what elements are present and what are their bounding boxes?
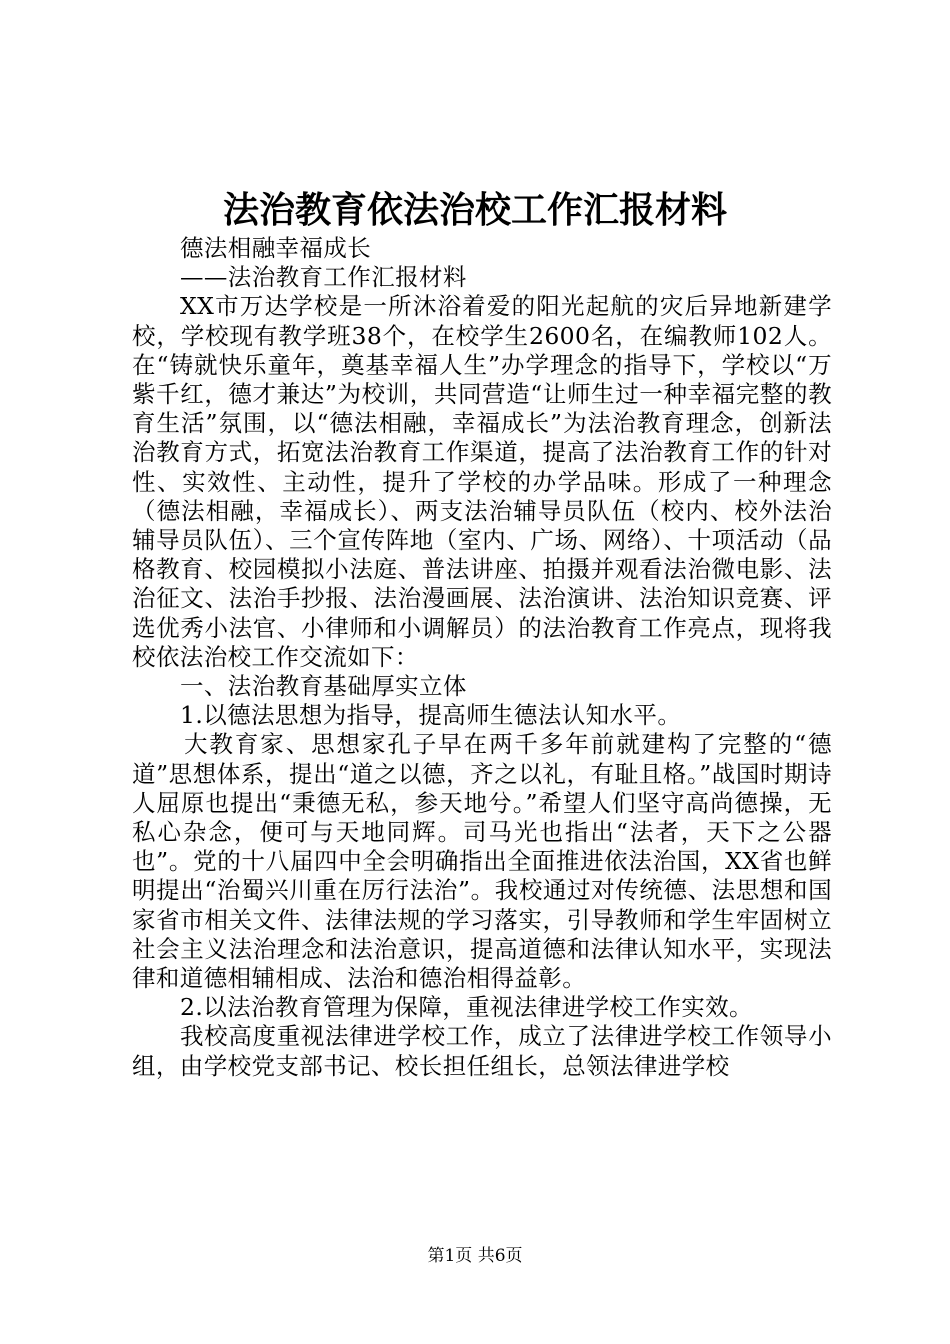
page-footer: 第1页 共6页: [427, 1246, 523, 1266]
section-heading-1: 一、法治教育基础厚实立体: [180, 672, 467, 701]
body-paragraph-1-2: 我校高度重视法律进学校工作，成立了法律进学校工作领导小组，由学校党支部书记、校长担任组长，总领法律进学校: [132, 1022, 832, 1080]
subsection-heading-1-1: 1.以德法思想为指导，提高师生德法认知水平。: [180, 701, 682, 730]
subheading-line: ——法治教育工作汇报材料: [180, 263, 467, 292]
document-title: 法治教育依法治校工作汇报材料: [222, 189, 727, 231]
subtitle-line: 德法相融幸福成长: [180, 234, 372, 262]
body-paragraph-intro: XX市万达学校是一所沐浴着爱的阳光起航的灾后异地新建学校，学校现有教学班38个，在校学生2600名，在编教师102人。在“铸就快乐童年，奠基幸福人生”办学理念的指导下，学校以“万紫千红，德才兼达”为校训，共同营造“让师生过一种幸福完整的教育生活”氛围，以“德法相融，幸福成长”为法治教育理念，创新法治教育方式，拓宽法治教育工作渠道，提高了法治教育工作的针对性、实效性、主动性，提升了学校的办学品味。形成了一种理念（德法相融，幸福成长）、两支法治辅导员队伍（校内、校外法治辅导员队伍）、三个宣传阵地（室内、广场、网络）、十项活动（品格教育、校园模拟小法庭、普法讲座、拍摄并观看法治微电影、法治征文、法治手抄报、法治漫画展、法治演讲、法治知识竞赛、评选优秀小法官、小律师和小调解员）的法治教育工作亮点，现将我校依法治校工作交流如下：: [132, 292, 832, 671]
subsection-heading-1-2: 2.以法治教育管理为保障，重视法律进学校工作实效。: [180, 993, 753, 1022]
document-body: [132, 234, 832, 1081]
body-paragraph-1-1: 大教育家、思想家孔子早在两千多年前就建构了完整的“德道”思想体系，提出“道之以德，齐之以礼，有耻且格。”战国时期诗人屈原也提出“秉德无私，参天地兮。”希望人们坚守高尚德操，无私心杂念，便可与天地同辉。司马光也指出“法者，天下之公器也”。党的十八届四中全会明确指出全面推进依法治国，XX省也鲜明提出“治蜀兴川重在厉行法治”。我校通过对传统德、法思想和国家省市相关文件、法律法规的学习落实，引导教师和学生牢固树立社会主义法治理念和法治意识，提高道德和法律认知水平，实现法律和道德相辅相成、法治和德治相得益彰。: [132, 730, 832, 993]
